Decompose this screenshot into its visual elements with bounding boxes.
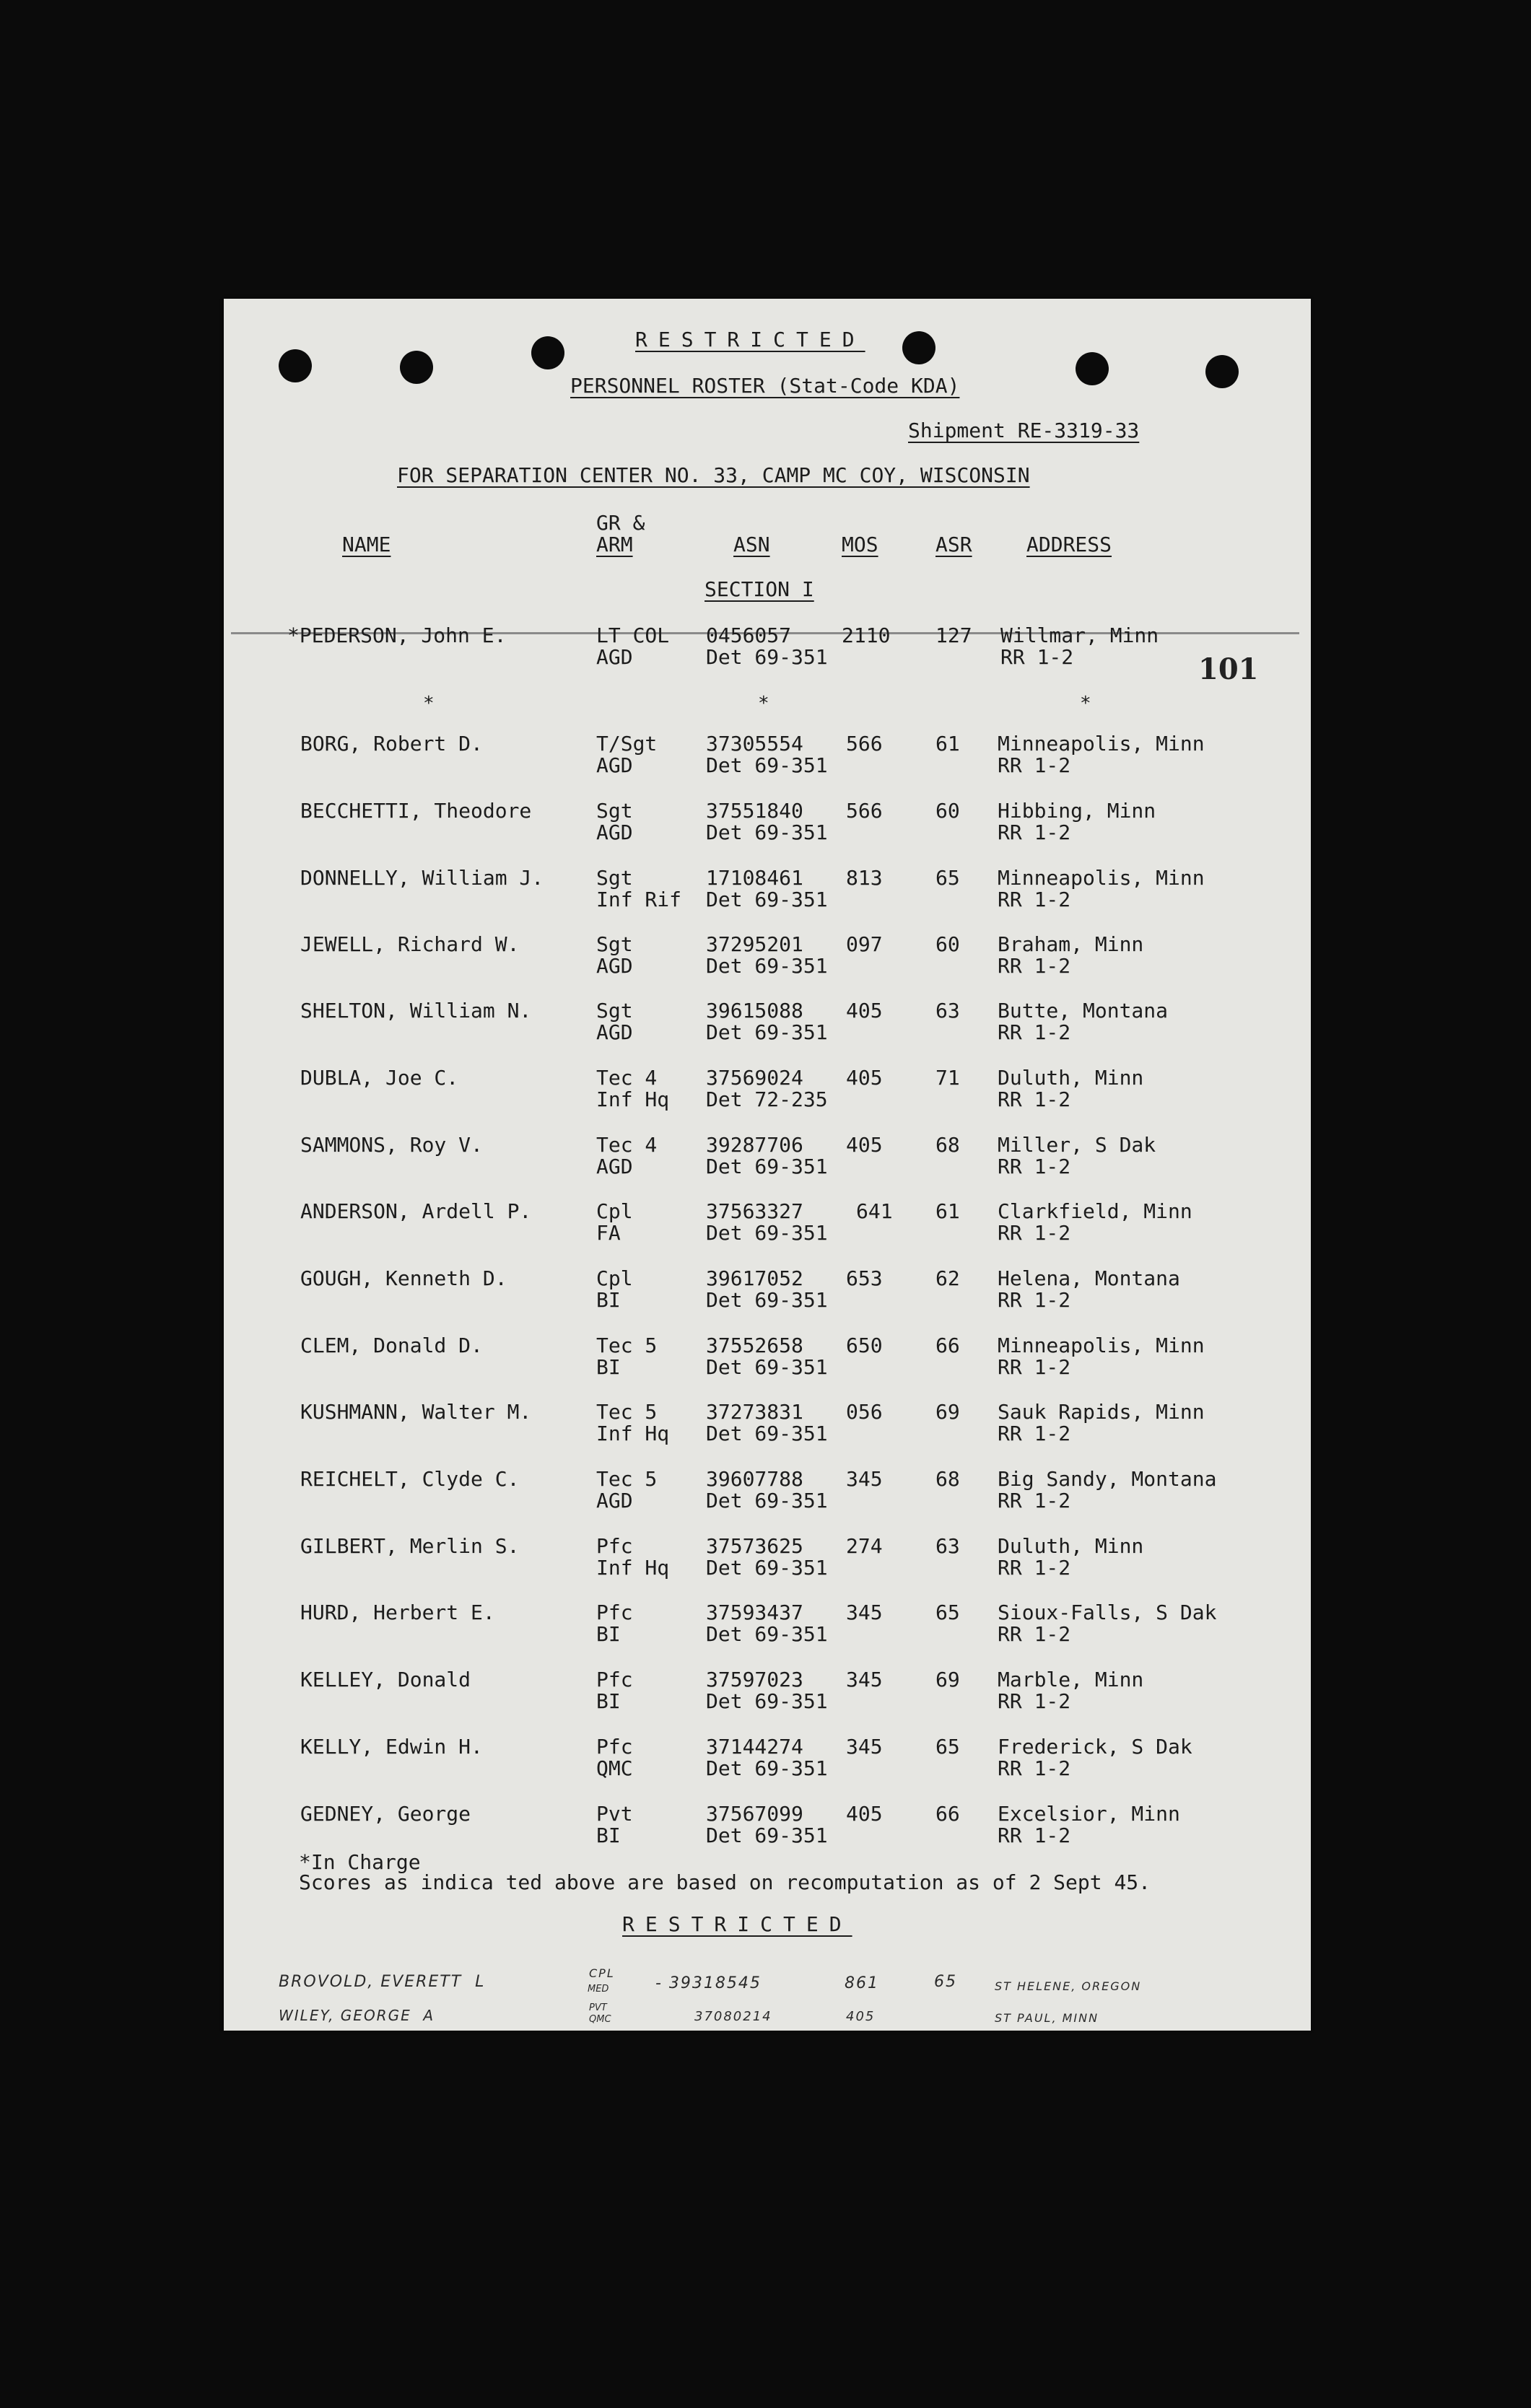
col-asr: ASR: [935, 533, 972, 556]
row-grade: Tec 5: [596, 1334, 658, 1357]
row-grade: Cpl: [596, 1199, 633, 1223]
row-det: Det 69-351: [706, 1355, 828, 1379]
row-asn: 39615088: [706, 999, 803, 1023]
row-name: HURD, Herbert E.: [300, 1601, 495, 1624]
row-grade: Sgt: [596, 866, 633, 890]
row-asr: 65: [935, 866, 960, 890]
row-det: Det 69-351: [706, 1756, 828, 1780]
hw-asn: - 39318545: [655, 1974, 762, 1992]
row-arm: BI: [596, 1288, 621, 1312]
row-asn: 37144274: [706, 1735, 803, 1759]
row-rr: RR 1-2: [998, 1622, 1071, 1646]
row-det: Det 69-351: [706, 954, 828, 978]
table-row: [224, 733, 1311, 779]
row-det: Det 69-351: [706, 1020, 828, 1044]
row-mos: 345: [846, 1735, 883, 1759]
col-gr-arm-line1: GR &: [596, 511, 645, 535]
row-arm: Inf Hq: [596, 1087, 670, 1111]
row-rr: RR 1-2: [998, 1689, 1071, 1713]
row-asr: 69: [935, 1400, 960, 1424]
row-det: Det 69-351: [706, 1288, 828, 1312]
row-mos: 345: [846, 1668, 883, 1691]
row-rr: RR 1-2: [998, 753, 1071, 777]
row-mos: 345: [846, 1601, 883, 1624]
table-row: [224, 1401, 1311, 1448]
row-det: Det 69-351: [706, 753, 828, 777]
row-mos: 405: [846, 1066, 883, 1090]
hw-address: ST HELENE, OREGON: [995, 1979, 1142, 1993]
row-asn: 39607788: [706, 1467, 803, 1491]
row-asr: 60: [935, 799, 960, 823]
row-det: Det 69-351: [706, 1489, 828, 1512]
row-mos: 405: [846, 1802, 883, 1826]
row-rr: RR 1-2: [1000, 645, 1074, 669]
separation-center: FOR SEPARATION CENTER NO. 33, CAMP MC COY, WISCONSIN: [397, 463, 1030, 487]
row-grade: Pfc: [596, 1534, 633, 1558]
row-name: BORG, Robert D.: [300, 732, 483, 756]
section-label: SECTION I: [705, 577, 814, 601]
restricted-footer: RESTRICTED: [622, 1912, 852, 1936]
row-address: Sioux-Falls, S Dak: [998, 1601, 1217, 1624]
table-row: [224, 1669, 1311, 1715]
row-name: REICHELT, Clyde C.: [300, 1467, 520, 1491]
row-arm: FA: [596, 1221, 621, 1245]
row-asr: 65: [935, 1735, 960, 1759]
row-rr: RR 1-2: [998, 1422, 1071, 1445]
row-mos: 405: [846, 999, 883, 1023]
row-address: Clarkfield, Minn: [998, 1199, 1192, 1223]
row-grade: Sgt: [596, 932, 633, 956]
row-asn: 0456057: [706, 623, 792, 647]
row-det: Det 69-351: [706, 1155, 828, 1178]
row-mos: 345: [846, 1467, 883, 1491]
in-charge-note: *In Charge: [299, 1850, 421, 1874]
table-row: [224, 1268, 1311, 1314]
row-address: Braham, Minn: [998, 932, 1144, 956]
scores-note: Scores as indica ted above are based on recomputation as of 2 Sept 45.: [299, 1870, 1151, 1894]
row-arm: AGD: [596, 753, 633, 777]
row-det: Det 69-351: [706, 645, 828, 669]
row-arm: AGD: [596, 1155, 633, 1178]
row-name: GOUGH, Kenneth D.: [300, 1266, 507, 1290]
row-rr: RR 1-2: [998, 954, 1071, 978]
hw-address: ST PAUL, MINN: [995, 2011, 1099, 2025]
row-asr: 60: [935, 932, 960, 956]
table-row: [224, 1536, 1311, 1582]
table-row: [224, 1736, 1311, 1782]
row-mos: 566: [846, 732, 883, 756]
row-mos: 056: [846, 1400, 883, 1424]
table-row: [224, 1602, 1311, 1648]
row-address: Helena, Montana: [998, 1266, 1180, 1290]
row-asr: 62: [935, 1266, 960, 1290]
row-asn: 37573625: [706, 1534, 803, 1558]
row-address: Duluth, Minn: [998, 1066, 1144, 1090]
row-rr: RR 1-2: [998, 1221, 1071, 1245]
row-asr: 63: [935, 999, 960, 1023]
col-gr-arm-line2: ARM: [596, 533, 633, 556]
row-name: JEWELL, Richard W.: [300, 932, 520, 956]
row-arm: BI: [596, 1823, 621, 1847]
row-address: Sauk Rapids, Minn: [998, 1400, 1205, 1424]
hw-name: WILEY, GEORGE A: [279, 2007, 435, 2024]
row-grade: Tec 5: [596, 1400, 658, 1424]
row-address: Minneapolis, Minn: [998, 732, 1205, 756]
row-address: Minneapolis, Minn: [998, 866, 1205, 890]
row-arm: BI: [596, 1689, 621, 1713]
hw-name: BROVOLD, EVERETT L: [279, 1973, 486, 1991]
table-row: [224, 1134, 1311, 1181]
row-grade: Cpl: [596, 1266, 633, 1290]
row-mos: 813: [846, 866, 883, 890]
row-arm: BI: [596, 1622, 621, 1646]
row-det: Det 69-351: [706, 1689, 828, 1713]
table-row: [224, 800, 1311, 846]
shipment-number: Shipment RE-3319-33: [908, 419, 1140, 442]
row-det: Det 69-351: [706, 1823, 828, 1847]
table-row: [224, 1000, 1311, 1046]
row-name: DUBLA, Joe C.: [300, 1066, 459, 1090]
row-arm: Inf Rif: [596, 888, 682, 911]
table-row: [224, 1468, 1311, 1515]
row-arm: Inf Hq: [596, 1422, 670, 1445]
row-name: GILBERT, Merlin S.: [300, 1534, 520, 1558]
row-asr: 65: [935, 1601, 960, 1624]
row-asn: 37597023: [706, 1668, 803, 1691]
hw-mos: 405: [846, 2009, 876, 2024]
row-asr: 127: [935, 623, 972, 647]
row-arm: AGD: [596, 645, 633, 669]
row-asn: 37273831: [706, 1400, 803, 1424]
hw-asr: 65: [934, 1973, 957, 1991]
page-number-stamp: 101: [1198, 652, 1259, 686]
row-det: Det 69-351: [706, 1556, 828, 1580]
table-row: [224, 1803, 1311, 1849]
table-row: [224, 625, 1311, 671]
row-rr: RR 1-2: [998, 820, 1071, 844]
punch-hole: [279, 349, 312, 382]
table-row: [224, 1335, 1311, 1381]
separator-star: *: [423, 693, 435, 714]
row-asr: 61: [935, 1199, 960, 1223]
row-asn: 37567099: [706, 1802, 803, 1826]
roster-title: PERSONNEL ROSTER (Stat-Code KDA): [570, 374, 960, 398]
row-address: Willmar, Minn: [1000, 623, 1159, 647]
hw-arm: QMC: [589, 2014, 611, 2025]
row-name: BECCHETTI, Theodore: [300, 799, 532, 823]
row-grade: Pvt: [596, 1802, 633, 1826]
hw-grade: CPL: [589, 1966, 615, 1980]
row-asn: 37305554: [706, 732, 803, 756]
row-grade: Pfc: [596, 1601, 633, 1624]
row-asn: 37569024: [706, 1066, 803, 1090]
row-mos: 650: [846, 1334, 883, 1357]
row-mos: 653: [846, 1266, 883, 1290]
row-grade: Tec 4: [596, 1066, 658, 1090]
row-name: CLEM, Donald D.: [300, 1334, 483, 1357]
table-row: [224, 1201, 1311, 1247]
separator-star: *: [1080, 693, 1091, 714]
row-name: *PEDERSON, John E.: [287, 623, 507, 647]
row-rr: RR 1-2: [998, 1288, 1071, 1312]
row-grade: Pfc: [596, 1668, 633, 1691]
row-rr: RR 1-2: [998, 1489, 1071, 1512]
punch-hole: [1076, 352, 1109, 385]
row-address: Big Sandy, Montana: [998, 1467, 1217, 1491]
row-det: Det 69-351: [706, 1221, 828, 1245]
row-address: Minneapolis, Minn: [998, 1334, 1205, 1357]
row-name: SHELTON, William N.: [300, 999, 532, 1023]
table-row: [224, 867, 1311, 914]
punch-hole: [902, 331, 935, 364]
row-asr: 69: [935, 1668, 960, 1691]
row-grade: Pfc: [596, 1735, 633, 1759]
row-mos: 641: [856, 1199, 893, 1223]
row-asn: 37551840: [706, 799, 803, 823]
roster-page: [224, 299, 1311, 2031]
table-row: [224, 1067, 1311, 1113]
punch-hole: [531, 336, 564, 369]
row-asn: 37295201: [706, 932, 803, 956]
row-mos: 2110: [842, 623, 891, 647]
row-address: Butte, Montana: [998, 999, 1169, 1023]
row-asn: 37552658: [706, 1334, 803, 1357]
col-name: NAME: [342, 533, 391, 556]
row-det: Det 69-351: [706, 888, 828, 911]
row-det: Det 69-351: [706, 820, 828, 844]
col-mos: MOS: [842, 533, 878, 556]
row-asr: 66: [935, 1334, 960, 1357]
row-name: DONNELLY, William J.: [300, 866, 544, 890]
row-arm: AGD: [596, 820, 633, 844]
row-rr: RR 1-2: [998, 1355, 1071, 1379]
row-rr: RR 1-2: [998, 1020, 1071, 1044]
row-name: SAMMONS, Roy V.: [300, 1133, 483, 1157]
row-rr: RR 1-2: [998, 888, 1071, 911]
row-arm: AGD: [596, 954, 633, 978]
col-asn: ASN: [733, 533, 770, 556]
col-address: ADDRESS: [1026, 533, 1112, 556]
hw-grade: PVT: [589, 2002, 607, 2013]
row-grade: LT COL: [596, 623, 670, 647]
separator-star: *: [758, 693, 769, 714]
row-grade: Tec 4: [596, 1133, 658, 1157]
row-rr: RR 1-2: [998, 1155, 1071, 1178]
row-asn: 39617052: [706, 1266, 803, 1290]
row-address: Excelsior, Minn: [998, 1802, 1180, 1826]
row-asn: 37563327: [706, 1199, 803, 1223]
row-asr: 61: [935, 732, 960, 756]
row-mos: 405: [846, 1133, 883, 1157]
row-asn: 39287706: [706, 1133, 803, 1157]
row-name: ANDERSON, Ardell P.: [300, 1199, 532, 1223]
punch-hole: [400, 351, 433, 384]
hw-asn: 37080214: [694, 2009, 772, 2024]
row-rr: RR 1-2: [998, 1756, 1071, 1780]
row-mos: 566: [846, 799, 883, 823]
row-mos: 274: [846, 1534, 883, 1558]
row-arm: AGD: [596, 1489, 633, 1512]
row-asr: 63: [935, 1534, 960, 1558]
row-asn: 37593437: [706, 1601, 803, 1624]
punch-hole: [1205, 355, 1239, 388]
row-grade: Sgt: [596, 799, 633, 823]
row-address: Miller, S Dak: [998, 1133, 1156, 1157]
row-mos: 097: [846, 932, 883, 956]
row-asr: 68: [935, 1133, 960, 1157]
row-rr: RR 1-2: [998, 1823, 1071, 1847]
row-address: Hibbing, Minn: [998, 799, 1156, 823]
row-grade: Tec 5: [596, 1467, 658, 1491]
row-asr: 68: [935, 1467, 960, 1491]
row-asn: 17108461: [706, 866, 803, 890]
row-address: Marble, Minn: [998, 1668, 1144, 1691]
restricted-header: RESTRICTED: [635, 328, 865, 351]
row-grade: T/Sgt: [596, 732, 658, 756]
row-arm: QMC: [596, 1756, 633, 1780]
row-rr: RR 1-2: [998, 1556, 1071, 1580]
table-row: [224, 934, 1311, 980]
hw-mos: 861: [845, 1974, 879, 1992]
row-address: Frederick, S Dak: [998, 1735, 1192, 1759]
row-det: Det 69-351: [706, 1622, 828, 1646]
row-grade: Sgt: [596, 999, 633, 1023]
row-name: KUSHMANN, Walter M.: [300, 1400, 532, 1424]
row-det: Det 72-235: [706, 1087, 828, 1111]
row-rr: RR 1-2: [998, 1087, 1071, 1111]
row-arm: AGD: [596, 1020, 633, 1044]
row-arm: BI: [596, 1355, 621, 1379]
row-name: KELLEY, Donald: [300, 1668, 471, 1691]
row-address: Duluth, Minn: [998, 1534, 1144, 1558]
row-name: KELLY, Edwin H.: [300, 1735, 483, 1759]
row-asr: 66: [935, 1802, 960, 1826]
hw-arm: MED: [588, 1984, 609, 1995]
row-asr: 71: [935, 1066, 960, 1090]
row-det: Det 69-351: [706, 1422, 828, 1445]
row-arm: Inf Hq: [596, 1556, 670, 1580]
row-name: GEDNEY, George: [300, 1802, 471, 1826]
